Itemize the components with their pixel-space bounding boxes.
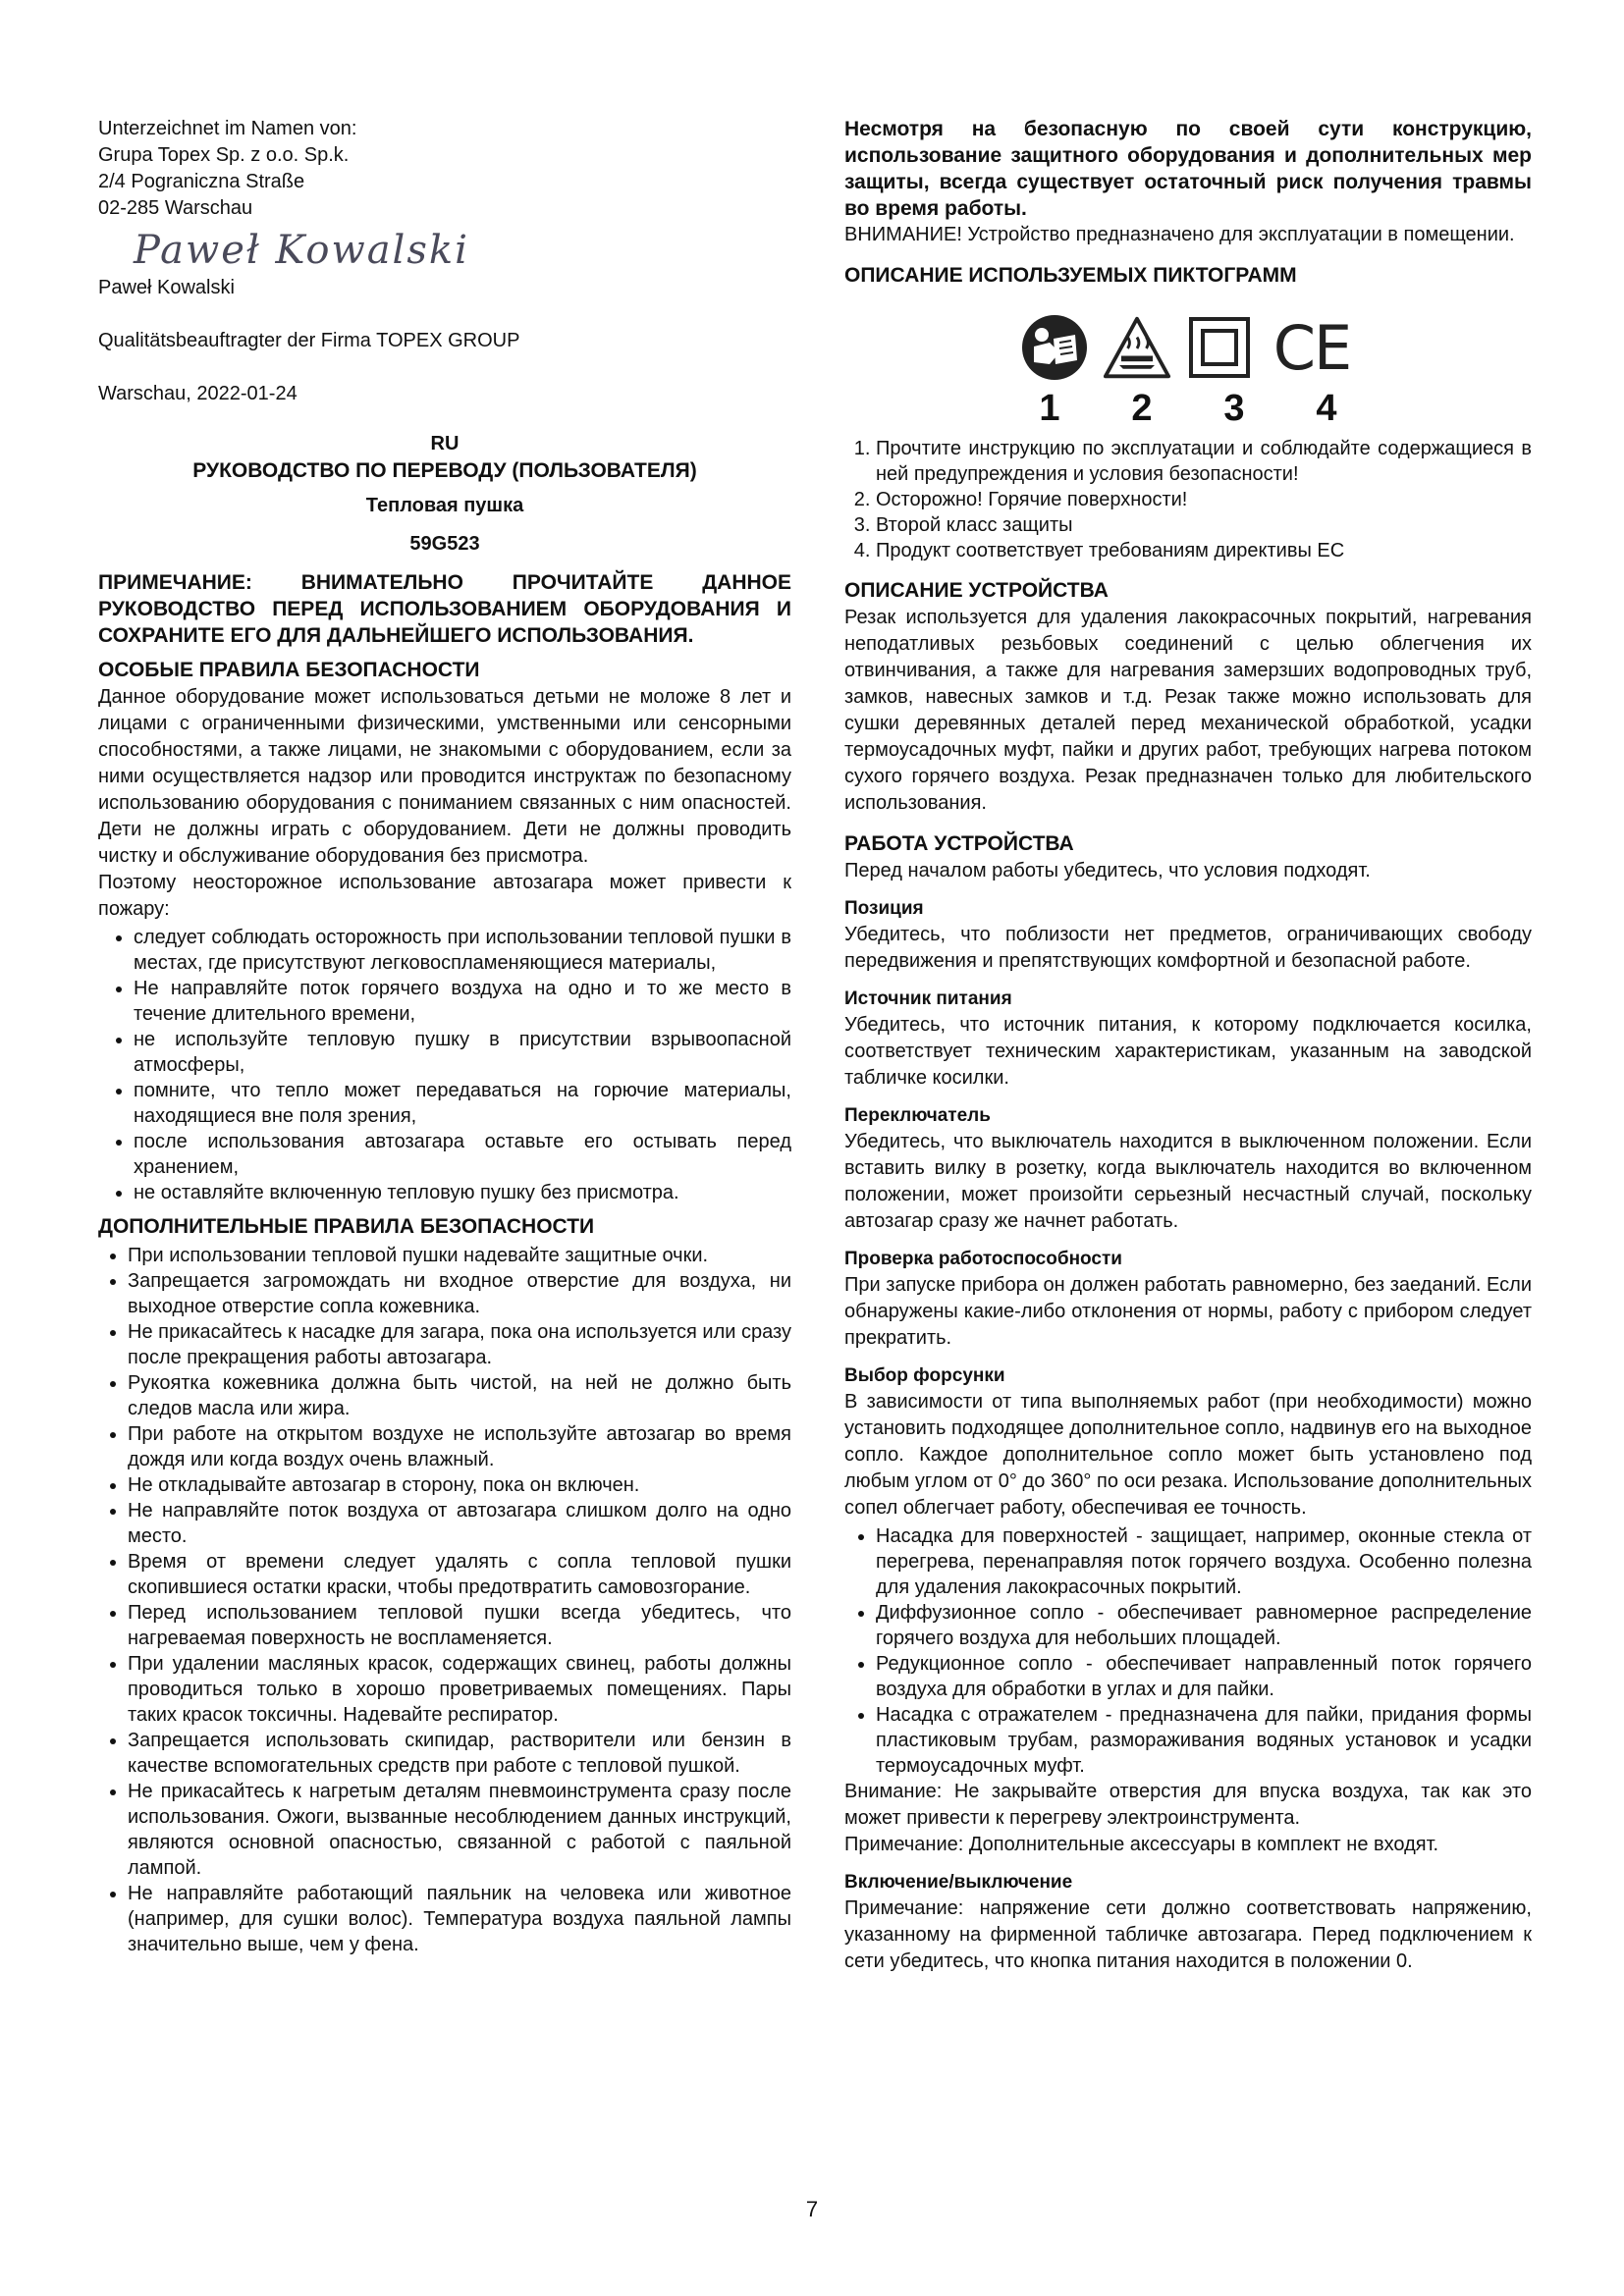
position-text: Убедитесь, что поблизости нет предметов, ограничивающих свободу передвижения и препятствующих комфортной и безопасной работе. bbox=[844, 924, 1532, 972]
pictogram-numbers bbox=[844, 388, 1532, 430]
list-item: 2. Осторожно! Горячие поверхности! bbox=[876, 487, 1532, 512]
on-off-text: Примечание: напряжение сети должно соответствовать напряжению, указанному на фирменной табличке автозагара. Перед подключением к сети убедитесь, что кнопка питания находится в положении 0. bbox=[844, 1897, 1532, 1972]
list-item: • не используйте тепловую пушку в присутствии взрывоопасной атмосферы, bbox=[134, 1027, 791, 1078]
extra-rules-list bbox=[98, 1243, 791, 1957]
list-item: • Насадка для поверхностей - защищает, например, оконные стекла от перегрева, перенаправляя поток горячего воздуха. Особенно полезна для удаления лакокрасочных покрытий. bbox=[876, 1523, 1532, 1600]
list-item: • Диффузионное сопло - обеспечивает равномерное распределение горячего воздуха для небольших площадей. bbox=[876, 1600, 1532, 1651]
list-item: • Время от времени следует удалять с сопла тепловой пушки скопившиеся остатки краски, чтобы предотвратить самовозгорание. bbox=[128, 1549, 791, 1600]
list-item: 1. Прочтите инструкцию по эксплуатации и соблюдайте содержащиеся в ней предупреждения и условия безопасности! bbox=[876, 436, 1532, 487]
switch-heading: Переключатель bbox=[844, 1105, 991, 1126]
operability-check-text: При запуске прибора он должен работать равномерно, без заеданий. Если обнаружены какие-либо отклонения от нормы, работу с прибором следует прекратить. bbox=[844, 1274, 1532, 1349]
list-item: • Не прикасайтесь к насадке для загара, пока она используется или сразу после прекращения работы автозагара. bbox=[128, 1319, 791, 1370]
list-item: • помните, что тепло может передаваться на горючие материалы, находящиеся вне поля зрения, bbox=[134, 1078, 791, 1129]
accessories-note: Примечание: Дополнительные аксессуары в комплект не входят. bbox=[844, 1834, 1439, 1855]
nozzle-selection-text: В зависимости от типа выполняемых работ (при необходимости) можно установить подходящее дополнительное сопло, надвинув его на выходное сопло. Каждое дополнительное сопло может быть установлено под любым углом от 0° до 360° по оси резака. Использование дополнительных сопел облегчает работу, обеспечивая ее точность. bbox=[844, 1391, 1532, 1519]
left-column bbox=[98, 116, 791, 1957]
fire-risk-intro: Поэтому неосторожное использование автозагара может привести к пожару: bbox=[98, 872, 791, 920]
model-number: 59G523 bbox=[409, 533, 480, 555]
list-item: • При удалении масляных красок, содержащих свинец, работы должны проводиться только в хорошо проветриваемых помещениях. Пары таких красок токсичны. Надевайте респиратор. bbox=[128, 1651, 791, 1728]
ce-mark-icon: CE bbox=[1272, 311, 1351, 384]
company-city: 02-285 Warschau bbox=[98, 197, 253, 219]
list-item: • Не направляйте поток горячего воздуха на одно и то же место в течение длительного времени, bbox=[134, 976, 791, 1027]
residual-risk-warning: Несмотря на безопасную по своей сути конструкцию, использование защитного оборудования и дополнительных мер защиты, всегда существует остаточный риск получения травмы во время работы. bbox=[844, 118, 1532, 220]
company-name: Grupa Topex Sp. z o.o. Sp.k. bbox=[98, 144, 350, 166]
list-item: • Запрещается загромождать ни входное отверстие для воздуха, ни выходное отверстие сопла кожевника. bbox=[128, 1268, 791, 1319]
list-item: • Запрещается использовать скипидар, растворители или бензин в качестве вспомогательных средств при работе с тепловой пушкой. bbox=[128, 1728, 791, 1779]
pictogram-number: 3 bbox=[1223, 388, 1245, 429]
handwritten-signature: Paweł Kowalski bbox=[134, 228, 469, 273]
device-description-text: Резак используется для удаления лакокрасочных покрытий, нагревания неподатливых резьбовых соединений с целью облегчения их отвинчивания, а также для нагревания замерзших водопроводных труб, замков, навесных замков и т.д. Резак также можно использовать для сушки деревянных деталей перед механической обработкой, усадки термоусадочных муфт, пайки и других работ, требующих нагрева потоком сухого горячего воздуха. Резак предназначен только для любительского использования. bbox=[844, 607, 1532, 814]
company-street: 2/4 Pograniczna Straße bbox=[98, 171, 305, 192]
attention-note: ПРИМЕЧАНИЕ: ВНИМАТЕЛЬНО ПРОЧИТАЙТЕ ДАННОЕ РУКОВОДСТВО ПЕРЕД ИСПОЛЬЗОВАНИЕМ ОБОРУДОВАНИЯ И СОХРАНИТЕ ЕГО ДЛЯ ДАЛЬНЕЙШЕГО ИСПОЛЬЗОВАНИЯ. bbox=[98, 571, 791, 647]
operability-check-heading: Проверка работоспособности bbox=[844, 1249, 1122, 1269]
list-item: • Не откладывайте автозагар в сторону, пока он включен. bbox=[128, 1472, 791, 1498]
hot-surface-icon bbox=[1103, 313, 1171, 382]
list-item: • Рукоятка кожевника должна быть чистой, на ней не должно быть следов масла или жира. bbox=[128, 1370, 791, 1421]
list-item: 4. Продукт соответствует требованиям директивы ЕС bbox=[876, 538, 1532, 563]
switch-text: Убедитесь, что выключатель находится в выключенном положении. Если вставить вилку в розетку, когда выключатель находится во включенном положении, может произойти серьезный несчастный случай, поскольку автозагар сразу же начнет работать. bbox=[844, 1131, 1532, 1232]
extra-rules-heading: ДОПОЛНИТЕЛЬНЫЕ ПРАВИЛА БЕЗОПАСНОСТИ bbox=[98, 1215, 595, 1238]
pictograms-heading: ОПИСАНИЕ ИСПОЛЬЗУЕМЫХ ПИКТОГРАММ bbox=[844, 264, 1297, 287]
power-source-heading: Источник питания bbox=[844, 988, 1012, 1009]
air-inlet-warning: Внимание: Не закрывайте отверстия для впуска воздуха, так как это может привести к перегреву электроинструмента. bbox=[844, 1781, 1532, 1829]
right-column bbox=[844, 116, 1532, 1975]
page-number: 7 bbox=[805, 2197, 819, 2221]
list-item: • Не направляйте поток воздуха от автозагара слишком долго на одно место. bbox=[128, 1498, 791, 1549]
protection-class-ii-icon bbox=[1185, 313, 1254, 382]
operation-heading: РАБОТА УСТРОЙСТВА bbox=[844, 832, 1074, 855]
signature-date: Warschau, 2022-01-24 bbox=[98, 383, 298, 404]
pictogram-number: 2 bbox=[1131, 388, 1153, 429]
signatory-name: Paweł Kowalski bbox=[98, 277, 235, 298]
nozzle-list bbox=[844, 1523, 1532, 1779]
pictogram-number: 4 bbox=[1316, 388, 1337, 429]
list-item: • Не направляйте работающий паяльник на человека или животное (например, для сушки волос). Температура воздуха паяльной лампы значительно выше, чем у фена. bbox=[128, 1881, 791, 1957]
special-rules-list bbox=[98, 925, 791, 1205]
list-item: • после использования автозагара оставьте его остывать перед хранением, bbox=[134, 1129, 791, 1180]
list-item: 3. Второй класс защиты bbox=[876, 512, 1532, 538]
list-item: • Не прикасайтесь к нагретым деталям пневмоинструмента сразу после использования. Ожоги, вызванные несоблюдением данных инструкций, являются основной опасностью, связанной с работой с паяльной лампой. bbox=[128, 1779, 791, 1881]
manual-title: РУКОВОДСТВО ПО ПЕРЕВОДУ (ПОЛЬЗОВАТЕЛЯ) bbox=[192, 459, 697, 482]
operation-intro: Перед началом работы убедитесь, что условия подходят. bbox=[844, 860, 1371, 881]
pictogram-number: 1 bbox=[1039, 388, 1060, 429]
signatory-role: Qualitätsbeauftragter der Firma TOPEX GROUP bbox=[98, 330, 520, 351]
pictogram-row bbox=[844, 313, 1532, 382]
signature-block bbox=[98, 116, 791, 407]
pictogram-descriptions bbox=[844, 436, 1532, 563]
product-name: Тепловая пушка bbox=[365, 495, 524, 516]
list-item: • При использовании тепловой пушки надевайте защитные очки. bbox=[128, 1243, 791, 1268]
nozzle-selection-heading: Выбор форсунки bbox=[844, 1365, 1005, 1386]
special-rules-heading: ОСОБЫЕ ПРАВИЛА БЕЗОПАСНОСТИ bbox=[98, 659, 480, 681]
list-item: • не оставляйте включенную тепловую пушку без присмотра. bbox=[134, 1180, 791, 1205]
read-manual-icon bbox=[1020, 313, 1089, 382]
list-item: • Редукционное сопло - обеспечивает направленный поток горячего воздуха для обработки в углах и для пайки. bbox=[876, 1651, 1532, 1702]
special-rules-paragraph: Данное оборудование может использоваться детьми не моложе 8 лет и лицами с ограниченными физическими, умственными или сенсорными способностями, а также лицами, не знакомыми с оборудованием, если за ними осуществляется надзор или проводится инструктаж по безопасному использованию оборудования с пониманием связанных с ним опасностей. Дети не должны играть с оборудованием. Дети не должны проводить чистку и обслуживание оборудования без присмотра. bbox=[98, 686, 791, 867]
list-item: • Насадка с отражателем - предназначена для пайки, придания формы пластиковым трубам, размораживания водяных установок и усадки термоусадочных муфт. bbox=[876, 1702, 1532, 1779]
power-source-text: Убедитесь, что источник питания, к которому подключается косилка, соответствует техническим характеристикам, указанным на заводской табличке косилки. bbox=[844, 1014, 1532, 1089]
device-description-heading: ОПИСАНИЕ УСТРОЙСТВА bbox=[844, 579, 1109, 602]
language-code: RU bbox=[430, 433, 460, 454]
list-item: • При работе на открытом воздухе не используйте автозагар во время дождя или когда воздух очень влажный. bbox=[128, 1421, 791, 1472]
signed-on-behalf: Unterzeichnet im Namen von: bbox=[98, 118, 357, 139]
list-item: • Перед использованием тепловой пушки всегда убедитесь, что нагреваемая поверхность не воспламеняется. bbox=[128, 1600, 791, 1651]
list-item: • следует соблюдать осторожность при использовании тепловой пушки в местах, где присутствуют легковоспламеняющиеся материалы, bbox=[134, 925, 791, 976]
on-off-heading: Включение/выключение bbox=[844, 1872, 1073, 1893]
indoor-use-attention: ВНИМАНИЕ! Устройство предназначено для эксплуатации в помещении. bbox=[844, 224, 1515, 245]
position-heading: Позиция bbox=[844, 898, 924, 919]
